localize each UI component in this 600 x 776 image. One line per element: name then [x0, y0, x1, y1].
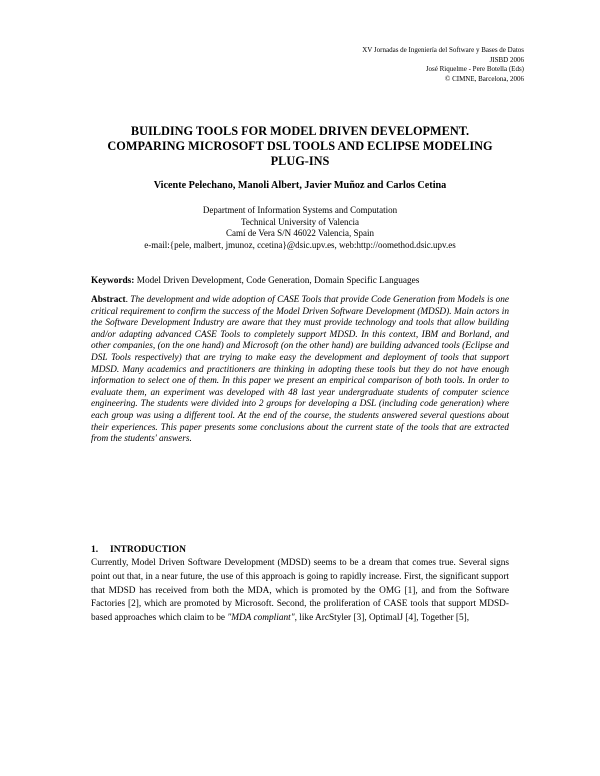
section-heading-introduction [91, 545, 186, 555]
abstract-text: The development and wide adoption of CASE Tools that provide Code Generation from Models is one critical requirement to confirm the success of the Model Driven Software Development (MDSD). Main actors in the Software Development Industry are aware that they must provide technology and tools that allow building and/or adapting advanced CASE Tools to completely support MDSD. In this context, IBM and Borland, and other companies, (on the one hand) and Microsoft (on the other hand) are building advanced tools (Eclipse and DSL Tools respectively) that are trying to make easy the development and deployment of tools that support MDSD. Many academics and practitioners are thinking in adopting these tools but they do not have enough information to select one of them. In this paper we present an empirical comparison of both tools. In order to evaluate them, an experiment was developed with 48 last year undergraduate students of computer science engineering. The students were divided into 2 groups for developing a DSL (including code generation) where each group was using a different tool. At the end of the course, the students answered several questions about their experiences. This paper presents some conclusions about the current state of the tools that are extracted from the students' answers. [91, 295, 509, 445]
section-number: 1. [91, 545, 99, 555]
affiliation-line: Department of Information Systems and Computation [202, 205, 398, 215]
introduction-body [91, 557, 509, 626]
paper-title [70, 124, 530, 169]
header-line: José Riquelme - Pere Botella (Eds) [425, 65, 524, 73]
header-line: © CIMNE, Barcelona, 2006 [445, 74, 524, 83]
affiliation-contact: e-mail:{pele, malbert, jmunoz, ccetina}@dsic.upv.es, web:http://oomethod.dsic.upv.es [144, 239, 456, 250]
header-line: XV Jornadas de Ingeniería del Software y Bases de Datos [362, 46, 524, 54]
body-text: , like ArcStyler [3], OptimalJ [4], Together [5], [294, 613, 470, 624]
keywords-label: Keywords: [91, 276, 135, 286]
keywords [91, 276, 511, 286]
affiliation-line: Camí de Vera S/N 46022 Valencia, Spain [226, 228, 374, 238]
affiliation [60, 205, 540, 251]
abstract-label: Abstract [91, 295, 126, 305]
section-title: INTRODUCTION [110, 545, 187, 555]
body-text: Currently, Model Driven Software Development (MDSD) seems to be a dream that comes true. Several signs point out that, in a near future, the use of this approach is going to rapidly increase. First, the significant support that MDSD has received from both the MDA, which is promoted by the OMG [1], and from the Software Factories [2], which are promoted by Microsoft. Second, the proliferation of CASE tools that support MDSD-based approaches which claim to be [91, 558, 509, 624]
keywords-text: Model Driven Development, Code Generation, Domain Specific Languages [136, 276, 420, 286]
author-list: Vicente Pelechano, Manoli Albert, Javier Muñoz and Carlos Cetina [153, 180, 447, 191]
abstract: Abstract. The development and wide adoption of CASE Tools that provide Code Generation from Models is one critical requirement to confirm the success of the Model Driven Software Development (MDSD). Main actors in the Software Development Industry are aware that they must provide technology and tools that allow building and/or adapting advanced CASE Tools to completely support MDSD. In this context, IBM and Borland, and other companies, (on the one hand) and Microsoft (on the other hand) are building advanced tools (Eclipse and DSL Tools respectively) that are trying to make easy the development and deployment of tools that support MDSD. Many academics and practitioners are thinking in adopting these tools but they do not have enough information to select one of them. In this paper we present an empirical comparison of both tools. In order to evaluate them, an experiment was developed with 48 last year undergraduate students of computer science engineering. The students were divided into 2 groups for developing a DSL (including code generation) where each group was using a different tool. At the end of the course, the students answered several questions about their experiences. This paper presents some conclusions about the current state of the tools that are extracted from the students' answers. [91, 295, 509, 445]
title-line: COMPARING MICROSOFT DSL TOOLS AND ECLIPSE MODELING [107, 139, 493, 153]
header-line: JISBD 2006 [489, 55, 524, 64]
title-line: BUILDING TOOLS FOR MODEL DRIVEN DEVELOPMENT. [130, 124, 470, 138]
conference-header [264, 46, 524, 84]
affiliation-line: Technical University of Valencia [241, 216, 359, 227]
body-quote: "MDA compliant" [227, 613, 295, 624]
title-line: PLUG-INS [270, 154, 330, 168]
